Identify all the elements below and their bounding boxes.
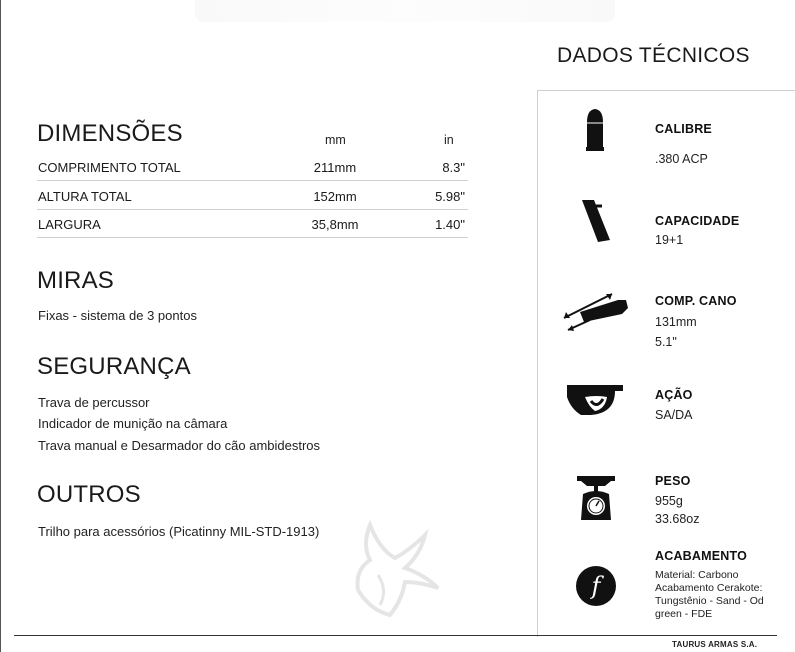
footer-divider xyxy=(14,635,777,636)
safety-item: Trava de percussor xyxy=(38,395,150,410)
weight-value-g: 955g xyxy=(655,494,683,508)
safety-item: Indicador de munição na câmara xyxy=(38,416,228,431)
dimension-mm: 211mm xyxy=(313,160,357,175)
finish-line: Material: Carbono xyxy=(655,569,739,581)
page-left-border xyxy=(0,0,1,652)
safety-item: Trava manual e Desarmador do cão ambidestros xyxy=(38,438,321,453)
dimension-row-height xyxy=(37,182,468,210)
dimension-mm: 152mm xyxy=(313,189,357,204)
sights-heading: MIRAS xyxy=(37,267,115,294)
weight-label: PESO xyxy=(655,474,691,488)
unit-mm-header: mm xyxy=(325,133,346,147)
scale-icon xyxy=(575,474,617,522)
footer-company: TAURUS ARMAS S.A. xyxy=(672,640,758,649)
finish-label: ACABAMENTO xyxy=(655,549,748,563)
dimension-row-length xyxy=(37,153,468,181)
barrel-label: COMP. CANO xyxy=(655,294,737,308)
dimension-name: LARGURA xyxy=(38,217,101,232)
bullet-icon xyxy=(584,108,606,152)
safety-heading: SEGURANÇA xyxy=(37,353,191,380)
others-heading: OUTROS xyxy=(37,481,141,508)
svg-text:f: f xyxy=(591,572,601,600)
action-value: SA/DA xyxy=(655,408,693,422)
barrel-value-in: 5.1" xyxy=(655,335,677,349)
magazine-icon xyxy=(578,198,614,244)
finish-line: Acabamento Cerakote: xyxy=(655,582,763,594)
capacity-label: CAPACIDADE xyxy=(655,214,740,228)
dimension-name: ALTURA TOTAL xyxy=(38,189,132,204)
dimension-in: 8.3" xyxy=(442,160,465,175)
dimension-in: 5.98" xyxy=(435,189,465,204)
unit-in-header: in xyxy=(444,133,454,147)
dimension-in: 1.40" xyxy=(435,217,465,232)
tech-data-heading: DADOS TÉCNICOS xyxy=(557,44,750,67)
weight-value-oz: 33.68oz xyxy=(655,512,700,526)
caliber-label: CALIBRE xyxy=(655,122,712,136)
dimension-mm: 35,8mm xyxy=(311,217,359,232)
dimensions-heading: DIMENSÕES xyxy=(37,120,183,147)
trigger-icon xyxy=(567,383,623,419)
dimension-name: COMPRIMENTO TOTAL xyxy=(38,160,181,175)
barrel-icon xyxy=(560,290,632,334)
others-text: Trilho para acessórios (Picatinny MIL-STD-1913) xyxy=(38,524,320,539)
barrel-value-mm: 131mm xyxy=(655,315,697,329)
dimension-row-width xyxy=(37,210,468,238)
finish-icon xyxy=(575,565,617,607)
header-watermark xyxy=(195,0,615,22)
capacity-value: 19+1 xyxy=(655,233,684,247)
finish-line: Tungstênio - Sand - Od xyxy=(655,595,764,607)
caliber-value: .380 ACP xyxy=(655,152,708,166)
action-label: AÇÃO xyxy=(655,388,693,402)
sights-text: Fixas - sistema de 3 pontos xyxy=(38,308,197,323)
finish-line: green - FDE xyxy=(655,608,713,620)
bull-logo-watermark xyxy=(350,520,445,620)
